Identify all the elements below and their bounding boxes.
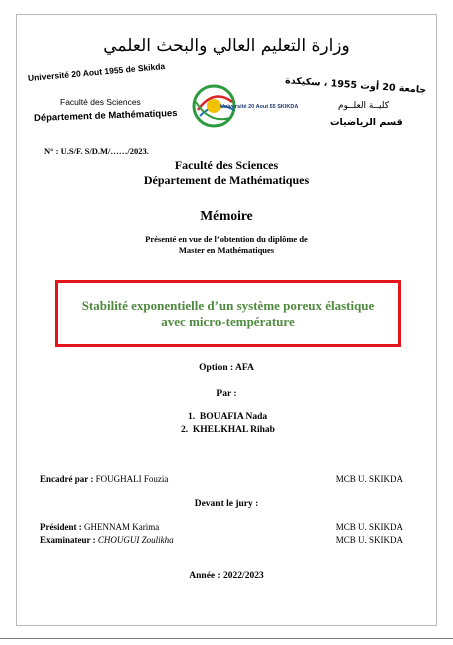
thesis-title-box: [55, 280, 401, 347]
department-name-arabic: قسم الرياضيات: [330, 117, 403, 128]
thesis-title-line-1: Stabilité exponentielle d’un système poreux élastique: [81, 297, 375, 313]
jury-member-president: [40, 522, 159, 532]
student-item: [188, 412, 267, 422]
jury-heading: Devant le jury :: [194, 499, 259, 509]
reference-number: N° : U.S/F. S/D.M/……/2023.: [44, 146, 149, 156]
ministry-title-arabic: وزارة التعليم العالي والبحث العلمي: [103, 36, 350, 56]
bottom-divider: [0, 638, 453, 639]
university-name-fr: Université 20 Aout 1955 de Skikda: [27, 61, 166, 83]
jury-member-name: GHENNAM Karima: [84, 522, 160, 532]
par-label: Par :: [216, 389, 237, 399]
document-type: Mémoire: [200, 208, 253, 223]
university-name-arabic: جامعة 20 أوت 1955 ، سكيكدة: [284, 75, 427, 96]
jury-member-examiner: [40, 535, 174, 545]
academic-year: Année : 2022/2023: [189, 571, 264, 581]
faculty-name-arabic: كليــة العلــوم: [338, 101, 389, 111]
jury-member-affiliation: MCB U. SKIKDA: [335, 522, 403, 532]
student-name: KHELKHAL Rihab: [192, 425, 275, 435]
student-name: BOUAFIA Nada: [199, 412, 268, 422]
jury-role-label: Examinateur :: [40, 535, 98, 545]
supervisor-affiliation: MCB U. SKIKDA: [335, 474, 403, 484]
purpose-line-1: Présenté en vue de l’obtention du diplôme de: [145, 234, 308, 244]
student-item: [181, 425, 275, 435]
faculty-heading: Faculté des Sciences: [174, 158, 279, 172]
jury-member-name: CHOUGUI Zoulikha: [97, 535, 174, 545]
supervisor-label: Encadré par :: [40, 474, 96, 484]
logo-text: Université 20 Aout 55 SKIKDA: [220, 104, 299, 110]
university-logo: [190, 80, 299, 132]
thesis-title-line-2: avec micro-température: [161, 313, 295, 329]
purpose-line-2: Master en Mathématiques: [178, 245, 275, 255]
department-heading: Département de Mathématiques: [143, 173, 310, 187]
jury-member-affiliation: MCB U. SKIKDA: [335, 535, 403, 545]
option-label: Option : AFA: [199, 363, 254, 373]
faculty-name-fr: Faculté des Sciences: [60, 97, 141, 107]
department-name-fr: Département de Mathématiques: [33, 107, 178, 124]
jury-role-label: Président :: [40, 522, 84, 532]
student-number: 1.: [188, 412, 196, 422]
supervisor-row: [40, 474, 168, 484]
supervisor-name: FOUGHALI Fouzia: [95, 474, 169, 484]
student-number: 2.: [181, 425, 189, 435]
